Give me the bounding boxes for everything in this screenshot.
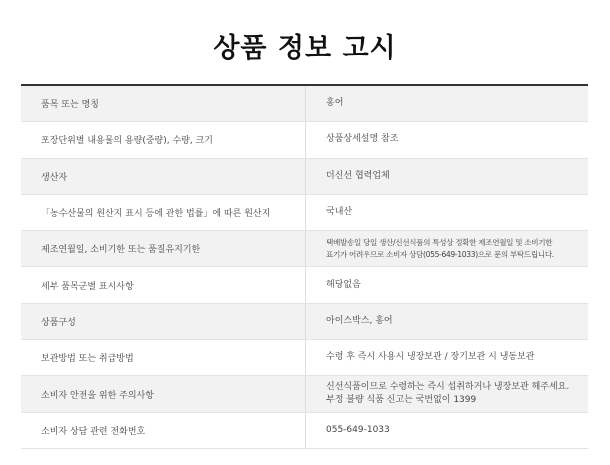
row-value [306, 133, 588, 146]
row-value [306, 424, 588, 437]
row-label: 생산자 [21, 159, 306, 194]
table-row [21, 340, 588, 376]
row-value [306, 97, 588, 110]
row-value [306, 237, 588, 261]
table-row [21, 159, 588, 195]
value-line: 택배발송일 당일 생산/신선식품의 특성상 정확한 제조연월일 및 소비기한 [326, 237, 553, 247]
value-line: 상품상세설명 참조 [326, 134, 399, 145]
table-row [21, 122, 588, 158]
row-value [306, 279, 588, 292]
value-line: 홍어 [326, 98, 344, 109]
table-row [21, 86, 588, 122]
value-line: 아이스박스, 홍어 [326, 315, 393, 326]
row-label: 품목 또는 명칭 [21, 86, 306, 121]
table-row [21, 376, 588, 412]
row-label: 세부 품목군별 표시사항 [21, 267, 306, 302]
row-label: 소비자 상담 관련 전화번호 [21, 413, 306, 448]
row-label: 「농수산물의 원산지 표시 등에 관한 법률」에 따른 원산지 [21, 195, 306, 230]
value-line: 수령 후 즉시 사용시 냉장보관 / 장기보관 시 냉동보관 [326, 352, 535, 363]
value-line: 해당없음 [326, 279, 361, 290]
value-line: 더신선 협력업체 [326, 170, 390, 181]
row-label: 포장단위별 내용물의 용량(중량), 수량, 크기 [21, 122, 306, 157]
row-value [306, 206, 588, 219]
row-value [306, 170, 588, 183]
row-label: 소비자 안전을 위한 주의사항 [21, 376, 306, 411]
table-row [21, 231, 588, 267]
value-line: 부정 불량 식품 신고는 국번없이 1399 [326, 395, 477, 406]
page-title: 상품 정보 고시 [213, 33, 397, 64]
value-line: 055-649-1033 [326, 424, 390, 435]
row-value [306, 315, 588, 328]
table-row [21, 304, 588, 340]
value-line: 신선식품이므로 수령하는 즉시 섭취하거나 냉장보관 해주세요. [326, 382, 570, 393]
table-row [21, 195, 588, 231]
table-row [21, 413, 588, 449]
value-line: 국내산 [326, 207, 353, 218]
product-info-table [21, 84, 588, 449]
row-label: 제조연월일, 소비기한 또는 품질유지기한 [21, 231, 306, 266]
row-label: 상품구성 [21, 304, 306, 339]
table-row [21, 267, 588, 303]
row-value [306, 351, 588, 364]
row-label: 보관방법 또는 취급방법 [21, 340, 306, 375]
value-line: 표기가 어려우므로 소비자 상담(055-649-1033)으로 문의 부탁드립니다. [326, 249, 554, 259]
row-value [306, 381, 588, 407]
